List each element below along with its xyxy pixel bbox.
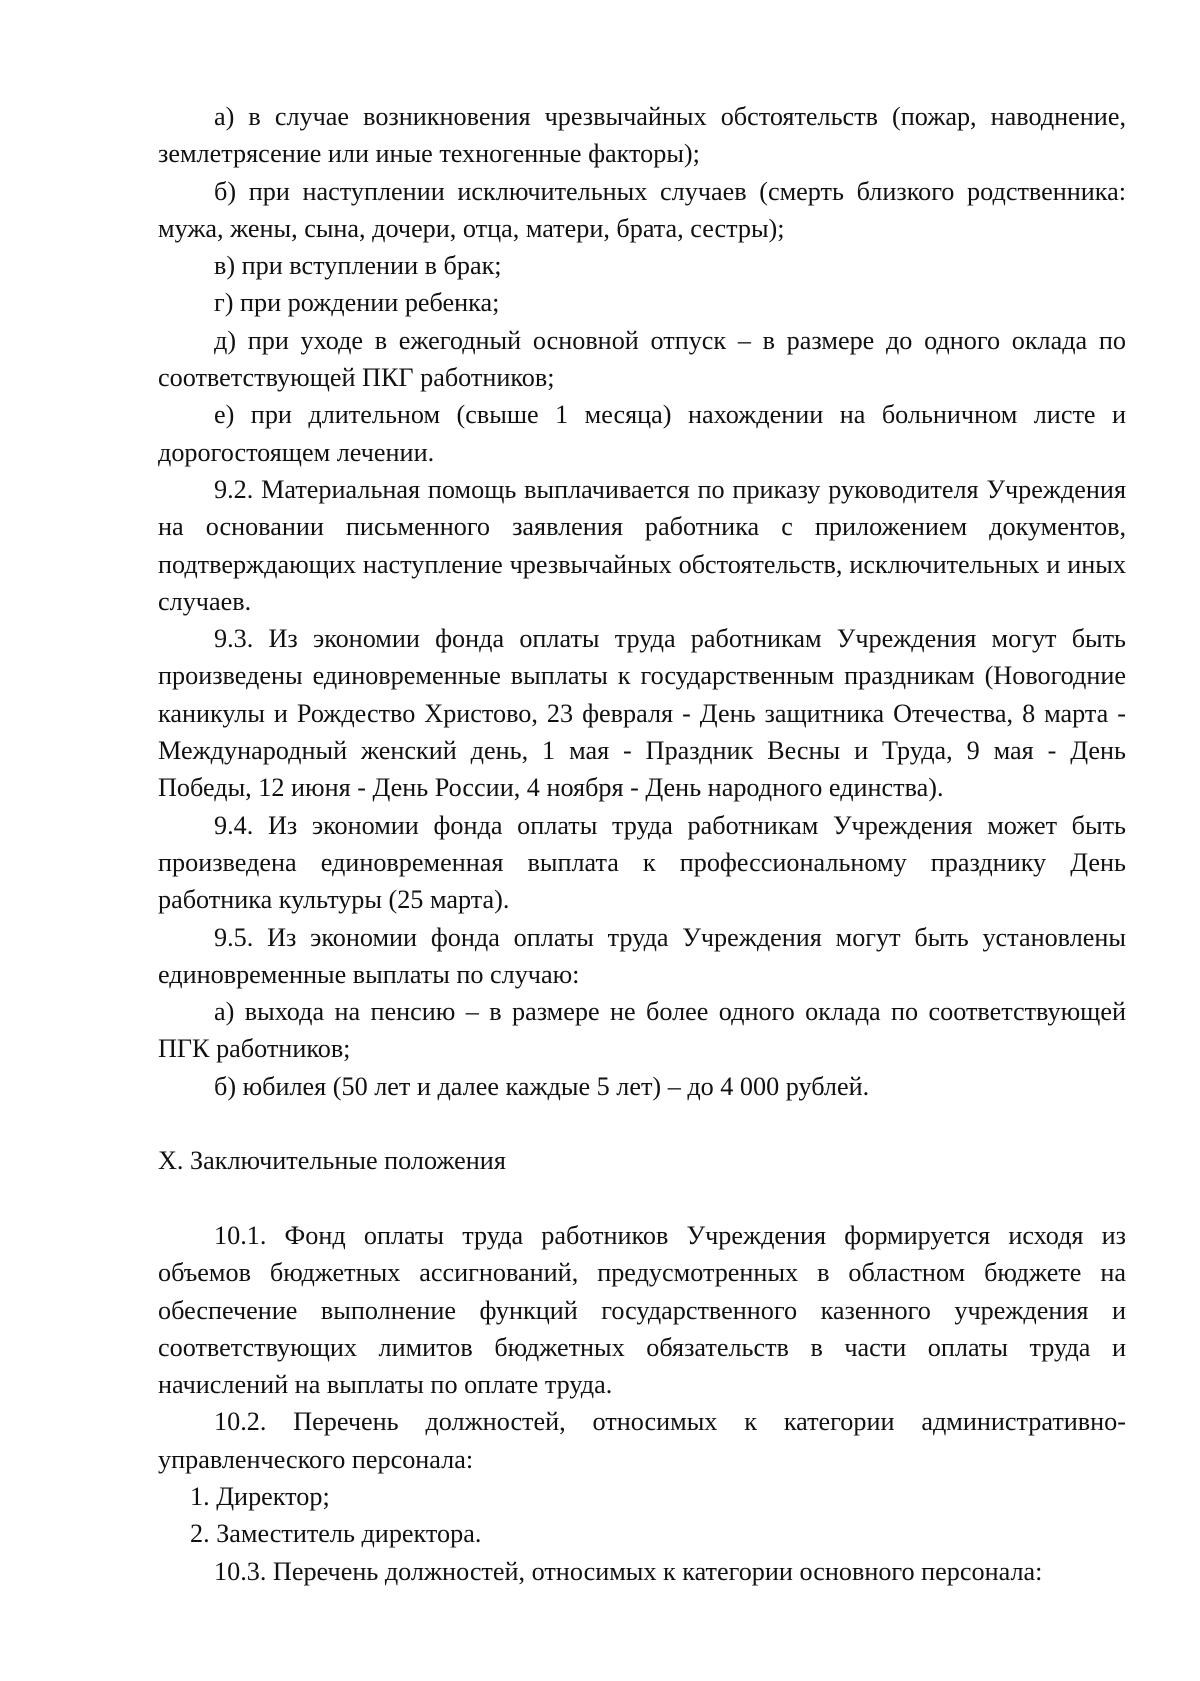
paragraph-e-sick-leave: е) при длительном (свыше 1 месяца) нахождении на больничном листе и дорогостоящем лечении. [158, 400, 1126, 467]
paragraph-d-vacation: д) при уходе в ежегодный основной отпуск – в размере до одного оклада по соответствующей ПКГ работников; [158, 325, 1126, 393]
list-item-director: 1. Директор; [190, 1481, 330, 1511]
paragraph-9-5-a-pension: а) выхода на пенсию – в размере не более одного оклада по соответствующей ПГК работников; [158, 997, 1126, 1064]
document-body [158, 98, 1126, 1590]
paragraph-10-3: 10.3. Перечень должностей, относимых к категории основного персонала: [214, 1556, 1043, 1586]
paragraph-g-birth: г) при рождении ребенка; [214, 288, 500, 318]
paragraph-10-2: 10.2. Перечень должностей, относимых к категории административно-управленческого персонала: [158, 1407, 1126, 1474]
paragraph-b-exceptional: б) при наступлении исключительных случаев (смерть близкого родственника: мужа, жены, сына, дочери, отца, матери, брата, сестры); [158, 176, 1126, 243]
paragraph-9-5-b-jubilee: б) юбилея (50 лет и далее каждые 5 лет) – до 4 000 рублей. [214, 1071, 870, 1101]
paragraph-9-4: 9.4. Из экономии фонда оплаты труда работникам Учреждения может быть произведена единовременная выплата к профессиональному празднику День работника культуры (25 марта). [158, 810, 1126, 915]
paragraph-a-emergency: а) в случае возникновения чрезвычайных обстоятельств (пожар, наводнение, землетрясение или иные техногенные факторы); [158, 102, 1126, 169]
paragraph-10-1: 10.1. Фонд оплаты труда работников Учреждения формируется исходя из объемов бюджетных ассигнований, предусмотренных в областном бюджете на обеспечение выполнение функций государственного казенного учреждения и соответствующих лимитов бюджетных обязательств в части оплаты труда и начислений на выплаты по оплате труда. [158, 1220, 1126, 1400]
paragraph-9-2: 9.2. Материальная помощь выплачивается по приказу руководителя Учреждения на основании письменного заявления работника с приложением документов, подтверждающих наступление чрезвычайных обстоятельств, исключительных и иных случаев. [158, 474, 1126, 616]
section-heading: X. Заключительные положения [158, 1146, 506, 1176]
paragraph-9-3: 9.3. Из экономии фонда оплаты труда работникам Учреждения могут быть произведены единовременные выплаты к государственным праздникам (Новогодние каникулы и Рождество Христово, 23 февраля - День защитника Отечества, 8 марта - Международный женский день, 1 мая - Праздник Весны и Труда, 9 мая - День Победы, 12 июня - День России, 4 ноября - День народного единства). [158, 624, 1126, 803]
paragraph-v-marriage: в) при вступлении в брак; [214, 251, 502, 281]
list-item-deputy-director: 2. Заместитель директора. [190, 1519, 482, 1549]
paragraph-9-5: 9.5. Из экономии фонда оплаты труда Учреждения могут быть установлены единовременные выплаты по случаю: [158, 922, 1126, 989]
